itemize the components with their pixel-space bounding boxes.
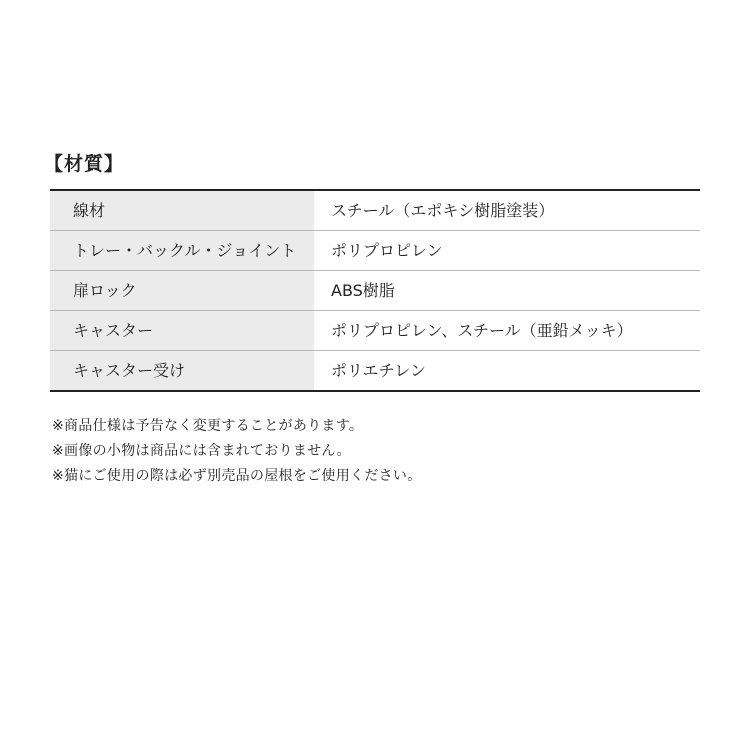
material-label: キャスター (50, 311, 314, 351)
table-row (50, 311, 700, 351)
notes (52, 414, 422, 489)
table-row (50, 271, 700, 311)
material-value: ポリプロピレン (314, 231, 700, 271)
note-item: ※猫にご使用の際は必ず別売品の屋根をご使用ください。 (52, 468, 422, 484)
note-item: ※商品仕様は予告なく変更することがあります。 (52, 418, 364, 434)
material-value: ポリプロピレン、スチール（亜鉛メッキ） (314, 311, 700, 351)
section-title: 【材質】 (44, 153, 125, 175)
note-item: ※画像の小物は商品には含まれておりません。 (52, 443, 351, 459)
table-row (50, 190, 700, 231)
material-label: トレー・バックル・ジョイント (50, 231, 314, 271)
material-label: キャスター受け (50, 351, 314, 392)
table-row (50, 231, 700, 271)
materials-table (50, 189, 700, 392)
material-value: ポリエチレン (331, 360, 426, 380)
material-label: 線材 (50, 190, 314, 231)
material-value: ABS樹脂 (314, 271, 700, 311)
material-value: スチール（エポキシ樹脂塗装） (314, 190, 700, 231)
table-row (50, 351, 700, 392)
material-label: 扉ロック (50, 271, 314, 311)
